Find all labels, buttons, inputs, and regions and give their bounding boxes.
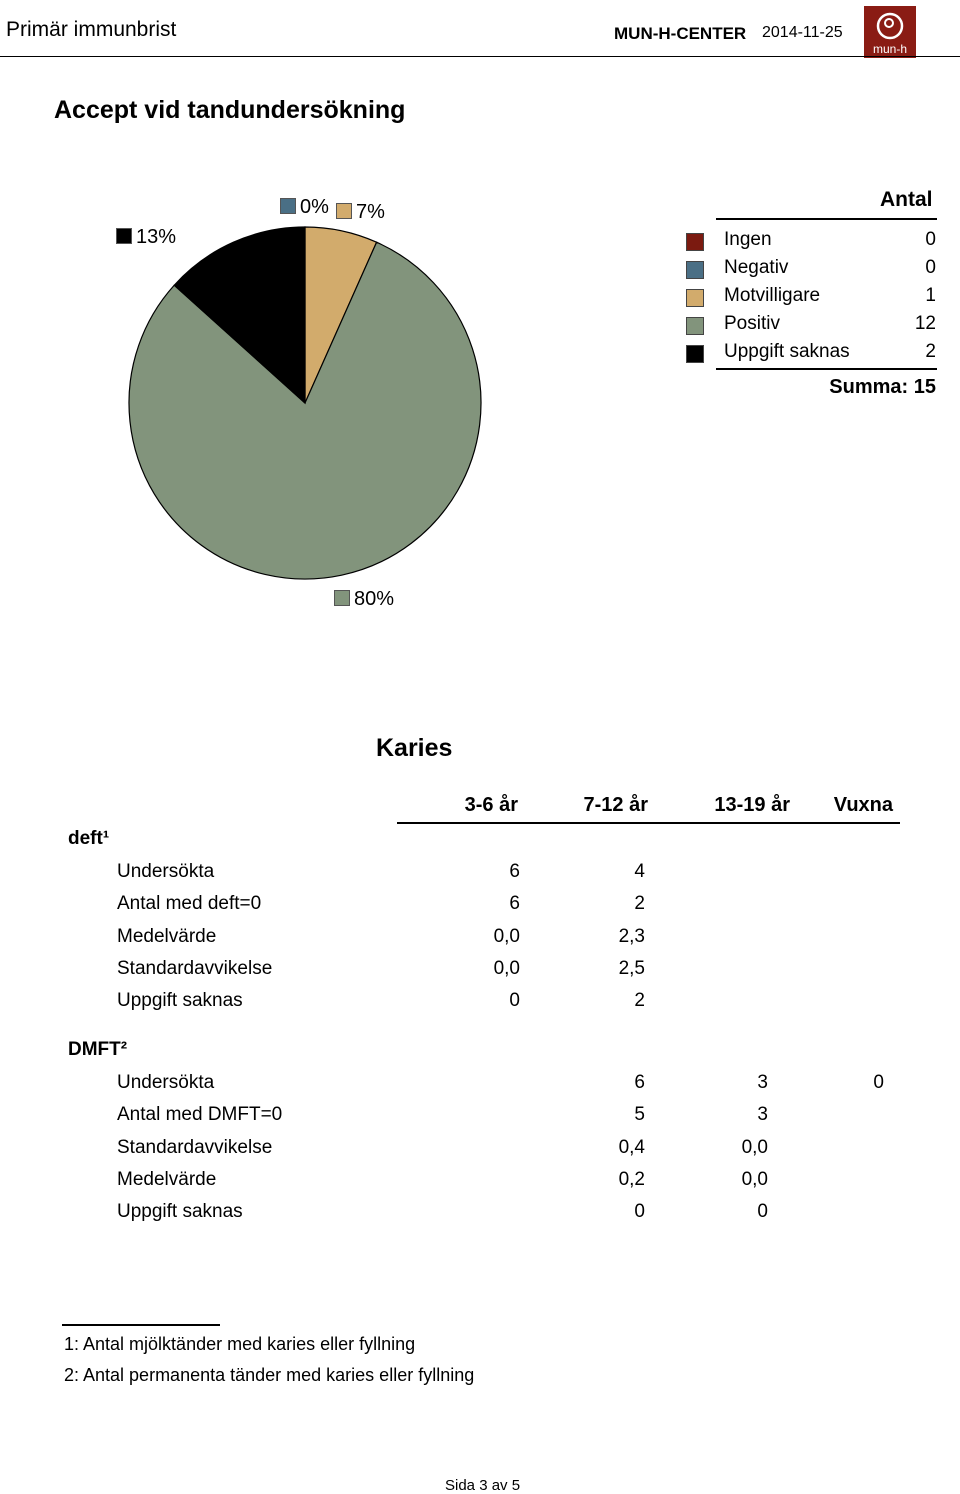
organization-name: MUN-H-CENTER	[614, 24, 747, 43]
legend-value: 2	[925, 341, 936, 362]
legend-swatch-positiv	[686, 317, 704, 335]
row-label: Uppgift saknas	[117, 1201, 243, 1223]
pie-label-positiv: 80%	[334, 588, 394, 611]
table-row	[0, 926, 960, 952]
logo-circle-icon	[864, 6, 916, 46]
row-label: Standardavvikelse	[117, 1136, 273, 1158]
logo-text: mun-h	[872, 42, 907, 56]
footnote-1: 1: Antal mjölktänder med karies eller fyllning	[64, 1334, 416, 1354]
row-label: Antal med deft=0	[117, 893, 262, 915]
group-heading-dmft: DMFT²	[68, 1039, 128, 1060]
row-label: Antal med DMFT=0	[117, 1104, 283, 1126]
header-divider	[0, 56, 960, 57]
legend-bottom-rule	[716, 368, 937, 370]
legend-row-uppgift-saknas	[686, 341, 936, 365]
table-cell: 2,5	[618, 957, 645, 979]
legend-value: 0	[925, 229, 936, 250]
table-row	[0, 1137, 960, 1163]
row-label: Medelvärde	[117, 925, 217, 947]
legend-swatch-ingen	[686, 233, 704, 251]
row-label: Medelvärde	[117, 1168, 217, 1190]
table-cell: 0,0	[741, 1136, 768, 1158]
table-row	[0, 1104, 960, 1130]
table-cell: 2,3	[618, 925, 645, 947]
pie-label-motvilligare: 7%	[336, 201, 385, 224]
legend-name: Motvilligare	[724, 285, 821, 306]
legend-sum: Summa: 15	[829, 376, 936, 398]
table-cell: 4	[634, 861, 645, 882]
table-row	[0, 958, 960, 984]
group-heading-deft: deft¹	[68, 828, 110, 849]
legend-name: Negativ	[724, 257, 789, 278]
report-date: 2014-11-25	[762, 24, 843, 41]
table-cell: 5	[634, 1104, 645, 1126]
document-header-title: Primär immunbrist	[6, 18, 177, 41]
row-label: Undersökta	[117, 1072, 215, 1093]
table-cell: 3	[757, 1104, 768, 1126]
swatch-uppgift-saknas	[116, 228, 132, 244]
column-header-vuxna: Vuxna	[833, 794, 893, 816]
legend-name: Ingen	[724, 229, 772, 250]
row-label: Undersökta	[117, 861, 215, 882]
table-cell: 0,4	[618, 1136, 645, 1158]
table-row	[0, 1169, 960, 1195]
swatch-motvilligare	[336, 203, 352, 219]
acceptance-pie-chart	[0, 180, 520, 600]
table-cell: 0,0	[741, 1168, 768, 1190]
swatch-positiv	[334, 590, 350, 606]
caries-header-rule	[397, 822, 900, 824]
legend-name: Positiv	[724, 313, 780, 334]
legend-top-rule	[716, 218, 937, 220]
table-cell: 0	[509, 990, 520, 1012]
pie-label-negativ: 0%	[280, 196, 329, 219]
footnote-2: 2: Antal permanenta tänder med karies eller fyllning	[64, 1365, 475, 1385]
table-cell: 3	[757, 1072, 768, 1093]
table-cell: 2	[634, 893, 645, 915]
table-row	[0, 990, 960, 1016]
legend-swatch-uppgift-saknas	[686, 345, 704, 363]
column-header-13-19: 13-19 år	[714, 794, 790, 816]
table-cell: 0,0	[493, 957, 520, 979]
legend-row-negativ	[686, 257, 936, 281]
table-cell: 6	[509, 893, 520, 915]
legend-swatch-negativ	[686, 261, 704, 279]
column-header-3-6: 3-6 år	[464, 794, 518, 816]
table-cell: 0,2	[618, 1168, 645, 1190]
caries-section-title: Karies	[376, 734, 453, 762]
legend-swatch-motvilligare	[686, 289, 704, 307]
table-cell: 0,0	[493, 925, 520, 947]
column-header-7-12: 7-12 år	[583, 794, 648, 816]
table-cell: 2	[634, 990, 645, 1012]
legend-header: Antal	[880, 188, 933, 211]
legend-value: 0	[925, 257, 936, 278]
page-number: Sida 3 av 5	[445, 1477, 521, 1494]
legend-row-motvilligare	[686, 285, 936, 309]
footnote-rule	[62, 1324, 220, 1326]
table-cell: 6	[509, 861, 520, 882]
table-cell: 0	[634, 1201, 645, 1223]
row-label: Standardavvikelse	[117, 957, 273, 979]
legend-row-positiv	[686, 313, 936, 337]
table-row	[0, 1072, 960, 1098]
mun-h-logo	[864, 6, 916, 58]
swatch-negativ	[280, 198, 296, 214]
table-cell: 6	[634, 1072, 645, 1093]
table-row	[0, 893, 960, 919]
row-label: Uppgift saknas	[117, 990, 243, 1012]
table-row	[0, 1201, 960, 1227]
legend-name: Uppgift saknas	[724, 341, 850, 362]
table-cell: 0	[873, 1072, 884, 1093]
pie-label-uppgift-saknas: 13%	[116, 226, 176, 249]
page-title: Accept vid tandundersökning	[54, 96, 406, 124]
table-row	[0, 861, 960, 887]
table-cell: 0	[757, 1201, 768, 1223]
legend-value: 1	[925, 285, 936, 306]
legend-row-ingen	[686, 229, 936, 253]
legend-value: 12	[914, 313, 936, 334]
